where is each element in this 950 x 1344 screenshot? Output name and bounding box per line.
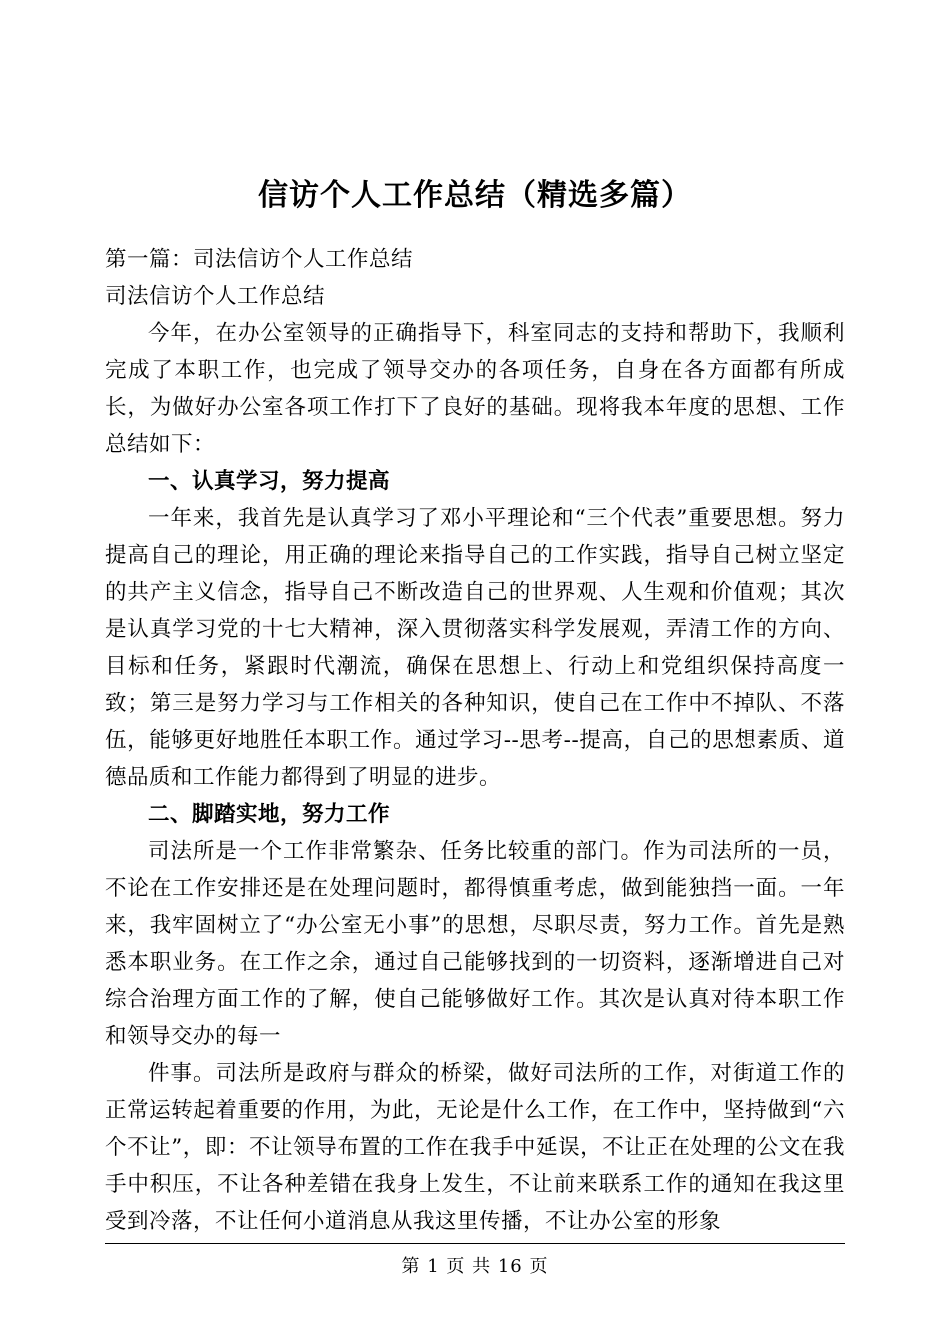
paragraph-subtitle: 司法信访个人工作总结 <box>105 284 326 309</box>
heading-two: 二、脚踏实地，努力工作 <box>148 802 391 827</box>
paragraph-intro: 今年，在办公室领导的正确指导下，科室同志的支持和帮助下，我顺利完成了本职工作，也完成了领导交办的各项任务，自身在各方面都有所成长，为做好办公室各项工作打下了良好的基础。现将我本年度的思想、工作总结如下： <box>105 321 845 457</box>
page-title: 信访个人工作总结（精选多篇） <box>258 178 692 213</box>
page-number: 第 1 页 共 16 页 <box>401 1256 549 1277</box>
paragraph-body-2: 司法所是一个工作非常繁杂、任务比较重的部门。作为司法所的一员，不论在工作安排还是在处理问题时，都得慎重考虑，做到能独挡一面。一年来，我牢固树立了“办公室无小事”的思想，尽职尽责，努力工作。首先是熟悉本职业务。在工作之余，通过自己能够找到的一切资料，逐渐增进自己对综合治理方面工作的了解，使自己能够做好工作。其次是认真对待本职工作和领导交办的每一 <box>105 839 845 1049</box>
heading-one: 一、认真学习，努力提高 <box>148 469 391 494</box>
page-footer <box>0 1252 950 1278</box>
paragraph-section-label: 第一篇：司法信访个人工作总结 <box>105 247 414 272</box>
paragraph-body-3: 件事。司法所是政府与群众的桥梁，做好司法所的工作，对街道工作的正常运转起着重要的作用，为此，无论是什么工作，在工作中，坚持做到“六个不让”，即：不让领导布置的工作在我手中延误，不让正在处理的公文在我手中积压，不让各种差错在我身上发生，不让前来联系工作的通知在我这里受到冷落，不让任何小道消息从我这里传播，不让办公室的形象 <box>105 1061 845 1234</box>
paragraph-body-1: 一年来，我首先是认真学习了邓小平理论和“三个代表”重要思想。努力提高自己的理论，用正确的理论来指导自己的工作实践，指导自己树立坚定的共产主义信念，指导自己不断改造自己的世界观、人生观和价值观；其次是认真学习党的十七大精神，深入贯彻落实科学发展观，弄清工作的方向、目标和任务，紧跟时代潮流，确保在思想上、行动上和党组织保持高度一致；第三是努力学习与工作相关的各种知识，使自己在工作中不掉队、不落伍，能够更好地胜任本职工作。通过学习--思考--提高，自己的思想素质、道德品质和工作能力都得到了明显的进步。 <box>105 506 845 790</box>
footer-divider <box>105 1243 845 1244</box>
